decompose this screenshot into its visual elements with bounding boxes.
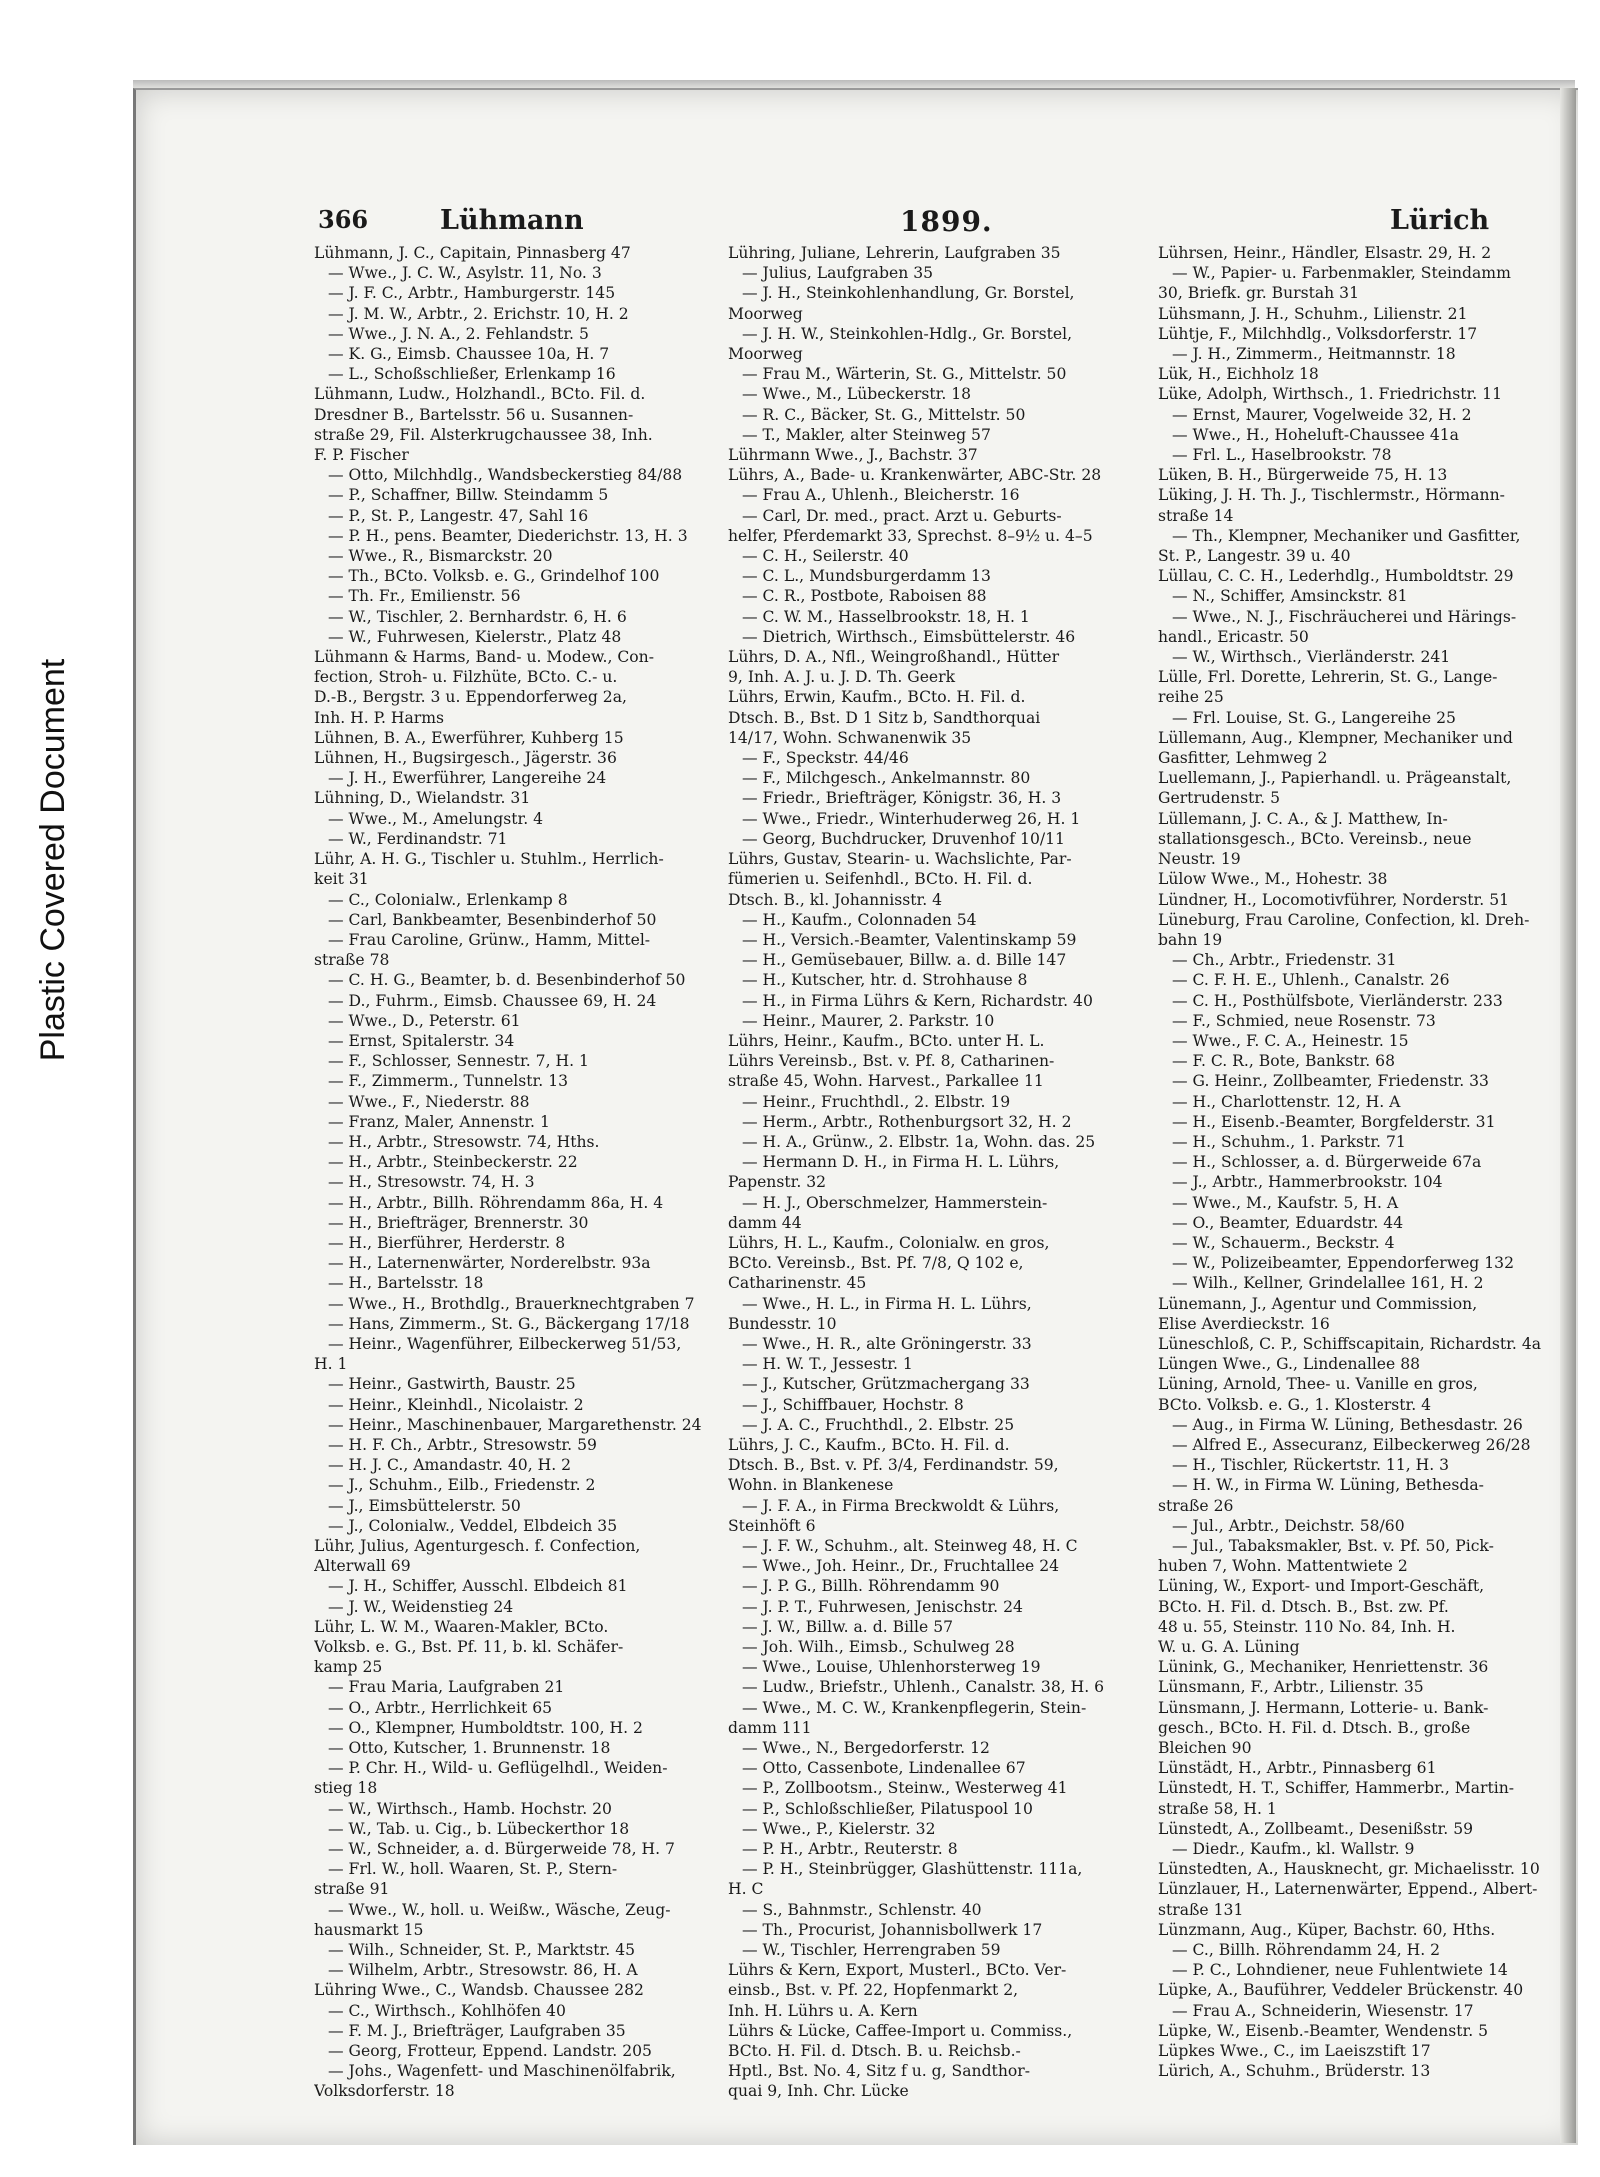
directory-entry-line: BCto. H. Fil. d. Dtsch. B. u. Reichsb.- [728,2042,1021,2061]
directory-entry-line: 9, Inh. A. J. u. J. D. Th. Geerk [728,668,956,687]
directory-entry-line: — H. W., in Firma W. Lüning, Bethesda- [1172,1476,1484,1495]
directory-entry-line: Inh. H. Lührs u. A. Kern [728,2001,918,2020]
directory-entry-line: — Otto, Cassenbote, Lindenallee 67 [742,1759,1026,1778]
directory-entry-line: — Diedr., Kaufm., kl. Wallstr. 9 [1172,1840,1415,1859]
directory-entry-line: quai 9, Inh. Chr. Lücke [728,2082,909,2101]
directory-entry-line: Lüngen Wwe., G., Lindenallee 88 [1158,1355,1421,1374]
directory-entry-line: — H., Bartelsstr. 18 [328,1274,484,1293]
directory-entry-line: — H., Bierführer, Herderstr. 8 [328,1233,566,1252]
directory-entry-line: Lünstedten, A., Hausknecht, gr. Michaelisstr. 10 [1158,1860,1540,1879]
directory-entry-line: — J. H. W., Steinkohlen-Hdlg., Gr. Borstel, [742,324,1073,343]
directory-entry-line: Lük, H., Eichholz 18 [1158,365,1319,384]
directory-entry-line: Lühnen, B. A., Ewerführer, Kuhberg 15 [314,728,624,747]
directory-entry-line: kamp 25 [314,1658,383,1677]
directory-entry-line: Alterwall 69 [314,1557,411,1576]
directory-entry-line: Lünstädt, H., Arbtr., Pinnasberg 61 [1158,1759,1437,1778]
directory-entry-line: Lüllemann, J. C. A., & J. Matthew, In- [1158,809,1448,828]
directory-entry-line: — J., Colonialw., Veddel, Elbdeich 35 [328,1516,618,1535]
directory-entry-line: — O., Beamter, Eduardstr. 44 [1172,1213,1404,1232]
directory-entry-line: Lüneburg, Frau Caroline, Confection, kl. Dreh- [1158,910,1530,929]
directory-entry-line: — R. C., Bäcker, St. G., Mittelstr. 50 [742,405,1026,424]
directory-entry-line: — Wwe., Joh. Heinr., Dr., Fruchtallee 24 [742,1557,1060,1576]
directory-entry-line: — Wwe., H. L., in Firma H. L. Lührs, [742,1294,1032,1313]
directory-entry-line: — H., Kaufm., Colonnaden 54 [742,910,977,929]
directory-entry-line: Volksb. e. G., Bst. Pf. 11, b. kl. Schäfer- [314,1638,624,1657]
directory-entry-line: — J. W., Billw. a. d. Bille 57 [742,1617,954,1636]
directory-entry-line: Lüning, Arnold, Thee- u. Vanille en gros, [1158,1375,1478,1394]
directory-entry-line: fümerien u. Seifenhdl., BCto. H. Fil. d. [728,870,1033,889]
directory-entry-line: — H., Schlosser, a. d. Bürgerweide 67a [1172,1153,1482,1172]
directory-entry-line: Gasfitter, Lehmweg 2 [1158,749,1328,768]
directory-entry-line: Bundesstr. 10 [728,1314,837,1333]
directory-entry-line: — G. Heinr., Zollbeamter, Friedenstr. 33 [1172,1072,1489,1091]
directory-entry-line: — Wwe., H., Hoheluft-Chaussee 41a [1172,425,1459,444]
directory-entry-line: — Georg, Frotteur, Eppend. Landstr. 205 [328,2042,652,2061]
directory-entry-line: Lündner, H., Locomotivführer, Norderstr. 51 [1158,890,1510,909]
directory-entry-line: — J., Eimsbüttelerstr. 50 [328,1496,521,1515]
directory-entry-line: — H., Eisenb.-Beamter, Borgfelderstr. 31 [1172,1112,1496,1131]
directory-entry-line: — H., Schuhm., 1. Parkstr. 71 [1172,1132,1406,1151]
directory-entry-line: Dresdner B., Bartelsstr. 56 u. Susannen- [314,405,634,424]
directory-entry-line: straße 45, Wohn. Harvest., Parkallee 11 [728,1072,1044,1091]
directory-entry-line: — H., Stresowstr. 74, H. 3 [328,1173,535,1192]
directory-entry-line: Elise Averdieckstr. 16 [1158,1314,1330,1333]
directory-entry-line: — Wwe., R., Bismarckstr. 20 [328,547,553,566]
directory-entry-line: Lühr, L. W. M., Waaren-Makler, BCto. [314,1617,609,1636]
directory-entry-line: — K. G., Eimsb. Chaussee 10a, H. 7 [328,345,610,364]
directory-entry-line: — H., Tischler, Rückertstr. 11, H. 3 [1172,1456,1450,1475]
directory-entry-line: keit 31 [314,870,369,889]
directory-entry-line: — Frau A., Schneiderin, Wiesenstr. 17 [1172,2001,1474,2020]
directory-entry-line: — H., Arbtr., Stresowstr. 74, Hths. [328,1132,600,1151]
page-number: 366 [318,205,369,234]
directory-entry-line: Lührs, Gustav, Stearin- u. Wachslichte, Par- [728,850,1072,869]
year-heading: 1899. [900,205,993,238]
directory-entry-line: Lüneschloß, C. P., Schiffscapitain, Richardstr. 4a [1158,1334,1542,1353]
directory-entry-line: straße 58, H. 1 [1158,1799,1277,1818]
directory-entry-line: — Hans, Zimmerm., St. G., Bäckergang 17/18 [328,1314,690,1333]
directory-entry-line: Lüke, Adolph, Wirthsch., 1. Friedrichstr. 11 [1158,385,1502,404]
directory-entry-line: — Wwe., M., Amelungstr. 4 [328,809,544,828]
directory-entry-line: — H. W. T., Jessestr. 1 [742,1355,913,1374]
directory-entry-line: — Wwe., H. R., alte Gröningerstr. 33 [742,1334,1032,1353]
directory-entry-line: bahn 19 [1158,930,1223,949]
directory-entry-line: Volksdorferstr. 18 [314,2082,455,2101]
page-header [300,205,1560,245]
directory-entry-line: — Jul., Tabaksmakler, Bst. v. Pf. 50, Pick- [1172,1537,1494,1555]
directory-entry-line: damm 111 [728,1718,812,1737]
directory-entry-line: Lünsmann, J. Hermann, Lotterie- u. Bank- [1158,1698,1489,1717]
left-running-head: Lühmann [440,205,584,236]
directory-entry-line: stallationsgesch., BCto. Vereinsb., neue [1158,829,1472,848]
directory-entry-line: — C. H., Posthülfsbote, Vierländerstr. 233 [1172,991,1503,1010]
directory-entry-line: — C., Billh. Röhrendamm 24, H. 2 [1172,1941,1441,1960]
directory-entry-line: — Franz, Maler, Annenstr. 1 [328,1112,550,1131]
directory-entry-line: — Heinr., Kleinhdl., Nicolaistr. 2 [328,1395,584,1414]
directory-entry-line: — H. J., Oberschmelzer, Hammerstein- [742,1193,1048,1212]
directory-entry-line: — Heinr., Maurer, 2. Parkstr. 10 [742,1011,995,1030]
directory-entry-line: Lührs, H. L., Kaufm., Colonialw. en gros, [728,1233,1050,1252]
directory-entry-line: — Ernst, Spitalerstr. 34 [328,1031,515,1050]
directory-entry-line: D.-B., Bergstr. 3 u. Eppendorferweg 2a, [314,688,627,707]
directory-entry-line: — Th., Klempner, Mechaniker und Gasfitter, [1172,526,1521,545]
directory-entry-line: — H., Versich.-Beamter, Valentinskamp 59 [742,930,1077,949]
directory-entry-line: straße 91 [314,1880,390,1899]
directory-entry-line: — O., Arbtr., Herrlichkeit 65 [328,1698,553,1717]
directory-entry-line: — H., Arbtr., Billh. Röhrendamm 86a, H. 4 [328,1193,664,1212]
directory-entry-line: — J., Schuhm., Eilb., Friedenstr. 2 [328,1476,596,1495]
directory-entry-line: St. P., Langestr. 39 u. 40 [1158,547,1351,566]
directory-entry-line: Dtsch. B., kl. Johannisstr. 4 [728,890,943,909]
directory-entry-line: — Th. Fr., Emilienstr. 56 [328,587,521,606]
directory-entry-line: — W., Papier- u. Farbenmakler, Steindamm [1172,264,1511,283]
directory-entry-line: Lüking, J. H. Th. J., Tischlermstr., Hörmann- [1158,486,1505,505]
directory-entry-line: Lühsmann, J. H., Schuhm., Lilienstr. 21 [1158,304,1468,323]
directory-entry-line: — Frau M., Wärterin, St. G., Mittelstr. 50 [742,365,1067,384]
directory-entry-line: — Frl. Louise, St. G., Langereihe 25 [1172,708,1456,727]
directory-entry-line: — L., Schoßschließer, Erlenkamp 16 [328,365,616,384]
directory-entry-line: — J., Kutscher, Grützmachergang 33 [742,1375,1030,1394]
directory-entry-line: stieg 18 [314,1779,378,1798]
directory-entry-line: fection, Stroh- u. Filzhüte, BCto. C.- u. [314,668,618,687]
directory-entry-line: handl., Ericastr. 50 [1158,627,1309,646]
directory-entry-line: Lührs, Erwin, Kaufm., BCto. H. Fil. d. [728,688,1026,707]
directory-entry-line: Lührs & Kern, Export, Musterl., BCto. Ver- [728,1961,1067,1980]
directory-entry-line: huben 7, Wohn. Mattentwiete 2 [1158,1557,1408,1576]
directory-entry-line: Lühmann, Ludw., Holzhandl., BCto. Fil. d. [314,385,646,404]
directory-entry-line: Lührs, A., Bade- u. Krankenwärter, ABC-Str. 28 [728,466,1102,485]
directory-entry-line: Bleichen 90 [1158,1739,1252,1758]
directory-entry-line: — Joh. Wilh., Eimsb., Schulweg 28 [742,1638,1015,1657]
directory-entry-line: helfer, Pferdemarkt 33, Sprechst. 8–9½ u. 4–5 [728,526,1093,545]
directory-entry-line: — Julius, Laufgraben 35 [742,264,934,283]
directory-entry-line: Gertrudenstr. 5 [1158,789,1281,808]
directory-entry-line: — W., Polizeibeamter, Eppendorferweg 132 [1172,1254,1514,1273]
directory-entry-line: Lührmann Wwe., J., Bachstr. 37 [728,446,978,465]
directory-entry-line: Lühring, Juliane, Lehrerin, Laufgraben 35 [728,244,1061,262]
directory-entry-line: — Wilh., Kellner, Grindelallee 161, H. 2 [1172,1274,1484,1293]
directory-entry-line: — Aug., in Firma W. Lüning, Bethesdastr. 26 [1172,1415,1523,1434]
directory-entry-line: — P. C., Lohndiener, neue Fuhlentwiete 14 [1172,1961,1508,1980]
directory-entry-line: — D., Fuhrm., Eimsb. Chaussee 69, H. 24 [328,991,657,1010]
directory-entry-line: Lüning, W., Export- und Import-Geschäft, [1158,1577,1485,1596]
directory-entry-line: — P., Schaffner, Billw. Steindamm 5 [328,486,609,505]
directory-entry-line: straße 78 [314,951,390,970]
directory-entry-line: — Frl. W., holl. Waaren, St. P., Stern- [328,1860,618,1879]
directory-entry-line: Lüken, B. H., Bürgerweide 75, H. 13 [1158,466,1448,485]
directory-entry-line: — H., Laternenwärter, Norderelbstr. 93a [328,1254,651,1273]
directory-entry-line: Neustr. 19 [1158,850,1241,869]
directory-entry-line: Lührs, Heinr., Kaufm., BCto. unter H. L. [728,1031,1045,1050]
directory-entry-line: Lührs & Lücke, Caffee-Import u. Commiss., [728,2021,1073,2040]
directory-entry-line: — Wwe., N. J., Fischräucherei und Härings- [1172,607,1517,626]
directory-entry-line: — W., Wirthsch., Hamb. Hochstr. 20 [328,1799,612,1818]
directory-entry-line: — Wwe., M., Lübeckerstr. 18 [742,385,972,404]
directory-entry-line: — Wwe., M. C. W., Krankenpflegerin, Stein- [742,1698,1087,1717]
directory-entry-line: — F., Schmied, neue Rosenstr. 73 [1172,1011,1436,1030]
directory-entry-line: — Wwe., J. C. W., Asylstr. 11, No. 3 [328,264,602,283]
directory-entry-line: — F. M. J., Briefträger, Laufgraben 35 [328,2021,626,2040]
directory-entry-line: — Th., BCto. Volksb. e. G., Grindelhof 100 [328,567,660,586]
directory-entry-line: — Wwe., N., Bergedorferstr. 12 [742,1739,990,1758]
directory-entry-line: Lünsmann, F., Arbtr., Lilienstr. 35 [1158,1678,1424,1697]
directory-entry-line: straße 26 [1158,1496,1234,1515]
directory-entry-line: — F., Speckstr. 44/46 [742,749,909,768]
directory-entry-line: — Th., Procurist, Johannisbollwerk 17 [742,1920,1043,1939]
directory-entry-line: — F., Zimmerm., Tunnelstr. 13 [328,1072,569,1091]
directory-entry-line: Lülle, Frl. Dorette, Lehrerin, St. G., Lange- [1158,668,1498,687]
directory-entry-line: — Otto, Milchhdlg., Wandsbeckerstieg 84/88 [328,466,683,485]
directory-entry-line: H. C [728,1880,764,1899]
directory-entry-line: Lünemann, J., Agentur und Commission, [1158,1294,1478,1313]
directory-entry-line: Lührs, J. C., Kaufm., BCto. H. Fil. d. [728,1435,1010,1454]
directory-entry-line: 14/17, Wohn. Schwanenwik 35 [728,728,972,747]
directory-entry-line: Lühmann & Harms, Band- u. Modew., Con- [314,648,654,667]
directory-entry-line: — W., Wirthsch., Vierländerstr. 241 [1172,648,1451,667]
directory-entry-line: — W., Ferdinandstr. 71 [328,829,508,848]
directory-entry-line: Lühr, A. H. G., Tischler u. Stuhlm., Herrlich- [314,850,664,869]
directory-entry-line: Dtsch. B., Bst. D 1 Sitz b, Sandthorquai [728,708,1041,727]
directory-entry-line: — Wwe., J. N. A., 2. Fehlandstr. 5 [328,324,589,343]
directory-entry-line: Lührsen, Heinr., Händler, Elsastr. 29, H. 2 [1158,244,1492,262]
directory-entry-line: — S., Bahnmstr., Schlenstr. 40 [742,1900,982,1919]
directory-entry-line: Steinhöft 6 [728,1516,816,1535]
directory-entry-line: — Wwe., P., Kielerstr. 32 [742,1819,936,1838]
directory-entry-line: straße 131 [1158,1900,1244,1919]
directory-entry-line: Lürich, A., Schuhm., Brüderstr. 13 [1158,2062,1431,2081]
directory-entry-line: — Carl, Bankbeamter, Besenbinderhof 50 [328,910,657,929]
directory-entry-line: — Hermann D. H., in Firma H. L. Lührs, [742,1153,1060,1172]
directory-entry-line: BCto. Vereinsb., Bst. Pf. 7/8, Q 102 e, [728,1254,1024,1273]
directory-entry-line: — Alfred E., Assecuranz, Eilbeckerweg 26/28 [1172,1435,1531,1454]
directory-entry-line: Lüllemann, Aug., Klempner, Mechaniker und [1158,728,1513,747]
directory-entry-line: Lühmann, J. C., Capitain, Pinnasberg 47 [314,244,631,262]
directory-entry-line: Lühning, D., Wielandstr. 31 [314,789,531,808]
directory-entry-line: — P., St. P., Langestr. 47, Sahl 16 [328,506,589,525]
directory-entry-line: — Heinr., Gastwirth, Baustr. 25 [328,1375,576,1394]
right-running-head: Lürich [1390,205,1490,236]
directory-entry-line: BCto. Volksb. e. G., 1. Klosterstr. 4 [1158,1395,1432,1414]
directory-entry-line: Dtsch. B., Bst. v. Pf. 3/4, Ferdinandstr. 59, [728,1456,1059,1475]
directory-entry-line: — J. P. T., Fuhrwesen, Jenischstr. 24 [742,1597,1023,1616]
directory-entry-line: — H., Briefträger, Brennerstr. 30 [328,1213,589,1232]
directory-entry-line: — Wwe., F., Niederstr. 88 [328,1092,530,1111]
directory-column-2 [728,243,1148,2102]
directory-entry-line: — F., Milchgesch., Ankelmannstr. 80 [742,769,1031,788]
directory-entry-line: — Georg, Buchdrucker, Druvenhof 10/11 [742,829,1065,848]
directory-entry-line: — Heinr., Wagenführer, Eilbeckerweg 51/53, [328,1334,682,1353]
directory-entry-line: — Johs., Wagenfett- und Maschinenölfabrik, [328,2062,676,2081]
directory-entry-line: — P., Zollbootsm., Steinw., Westerweg 41 [742,1779,1068,1798]
directory-entry-line: — C., Colonialw., Erlenkamp 8 [328,890,568,909]
directory-entry-line: — W., Tischler, 2. Bernhardstr. 6, H. 6 [328,607,627,626]
directory-entry-line: — H., Arbtr., Steinbeckerstr. 22 [328,1153,578,1172]
directory-entry-line: — C. R., Postbote, Raboisen 88 [742,587,987,606]
directory-entry-line: — J., Arbtr., Hammerbrookstr. 104 [1172,1173,1443,1192]
directory-entry-line: — J. A. C., Fruchthdl., 2. Elbstr. 25 [742,1415,1015,1434]
directory-entry-line: Inh. H. P. Harms [314,708,445,727]
directory-column-3 [1158,243,1563,2081]
directory-entry-line: — Herm., Arbtr., Rothenburgsort 32, H. 2 [742,1112,1072,1131]
directory-entry-line: — Ch., Arbtr., Friedenstr. 31 [1172,951,1397,970]
directory-entry-line: Lülow Wwe., M., Hohestr. 38 [1158,870,1388,889]
directory-entry-line: Lüpke, A., Bauführer, Veddeler Brückenstr. 40 [1158,1981,1524,2000]
directory-entry-line: Lührs, D. A., Nfl., Weingroßhandl., Hütter [728,648,1060,667]
directory-entry-line: — P., Schloßschließer, Pilatuspool 10 [742,1799,1033,1818]
directory-entry-line: — W., Schauerm., Beckstr. 4 [1172,1233,1395,1252]
directory-entry-line: — W., Fuhrwesen, Kielerstr., Platz 48 [328,627,622,646]
directory-entry-line: — Wwe., W., holl. u. Weißw., Wäsche, Zeug- [328,1900,671,1919]
directory-entry-line: — Friedr., Briefträger, Königstr. 36, H. 3 [742,789,1062,808]
directory-entry-line: Papenstr. 32 [728,1173,827,1192]
directory-entry-line: Catharinenstr. 45 [728,1274,867,1293]
directory-entry-line: — J. F. A., in Firma Breckwoldt & Lührs, [742,1496,1060,1515]
directory-entry-line: — O., Klempner, Humboldtstr. 100, H. 2 [328,1718,643,1737]
directory-entry-line: — Wwe., F. C. A., Heinestr. 15 [1172,1031,1409,1050]
directory-entry-line: — Wilh., Schneider, St. P., Marktstr. 45 [328,1941,636,1960]
directory-entry-line: Lührs Vereinsb., Bst. v. Pf. 8, Catharinen- [728,1052,1055,1071]
directory-column-1 [314,243,714,2102]
directory-entry-line: Lünstedt, H. T., Schiffer, Hammerbr., Martin- [1158,1779,1515,1798]
directory-entry-line: — H. J. C., Amandastr. 40, H. 2 [328,1456,572,1475]
directory-entry-line: gesch., BCto. H. Fil. d. Dtsch. B., große [1158,1718,1471,1737]
directory-entry-line: — Heinr., Maschinenbauer, Margarethenstr. 24 [328,1415,702,1434]
directory-entry-line: — C. L., Mundsburgerdamm 13 [742,567,991,586]
document-side-label: Plastic Covered Document [34,658,72,1062]
directory-entry-line: W. u. G. A. Lüning [1158,1638,1300,1657]
directory-entry-line: — F. C. R., Bote, Bankstr. 68 [1172,1052,1396,1071]
directory-entry-line: — Frau A., Uhlenh., Bleicherstr. 16 [742,486,1020,505]
directory-entry-line: — C. F. H. E., Uhlenh., Canalstr. 26 [1172,971,1450,990]
directory-entry-line: — Frau Caroline, Grünw., Hamm, Mittel- [328,930,651,949]
directory-entry-line: Lüpkes Wwe., C., im Laeiszstift 17 [1158,2042,1431,2061]
directory-entry-line: — J. F. C., Arbtr., Hamburgerstr. 145 [328,284,616,303]
directory-entry-line: — P. H., Steinbrügger, Glashüttenstr. 111a, [742,1860,1083,1879]
directory-entry-line: — Wwe., M., Kaufstr. 5, H. A [1172,1193,1399,1212]
directory-entry-line: — H., in Firma Lührs & Kern, Richardstr. 40 [742,991,1093,1010]
directory-entry-line: Luellemann, J., Papierhandl. u. Prägeanstalt, [1158,769,1512,788]
directory-entry-line: Lünink, G., Mechaniker, Henriettenstr. 36 [1158,1658,1489,1677]
directory-entry-line: hausmarkt 15 [314,1920,424,1939]
directory-entry-line: reihe 25 [1158,688,1224,707]
directory-entry-line: 48 u. 55, Steinstr. 110 No. 84, Inh. H. [1158,1617,1456,1636]
directory-entry-line: — Dietrich, Wirthsch., Eimsbüttelerstr. 46 [742,627,1076,646]
directory-entry-line: — Ludw., Briefstr., Uhlenh., Canalstr. 38, H. 6 [742,1678,1105,1697]
directory-entry-line: — J. H., Steinkohlenhandlung, Gr. Borstel, [742,284,1075,303]
directory-entry-line: — H., Charlottenstr. 12, H. A [1172,1092,1401,1111]
directory-entry-line: — J. H., Zimmerm., Heitmannstr. 18 [1172,345,1456,364]
directory-entry-line: — J., Schiffbauer, Hochstr. 8 [742,1395,964,1414]
directory-entry-line: F. P. Fischer [314,446,409,465]
directory-entry-line: — C., Wirthsch., Kohlhöfen 40 [328,2001,566,2020]
directory-entry-line: — C. H., Seilerstr. 40 [742,547,909,566]
directory-entry-line: — Carl, Dr. med., pract. Arzt u. Geburts- [742,506,1062,525]
directory-entry-line: — J. M. W., Arbtr., 2. Erichstr. 10, H. 2 [328,304,629,323]
directory-entry-line: — P. Chr. H., Wild- u. Geflügelhdl., Weiden- [328,1759,668,1778]
directory-entry-line: Lühring Wwe., C., Wandsb. Chaussee 282 [314,1981,644,2000]
directory-entry-line: Wohn. in Blankenese [728,1476,894,1495]
directory-entry-line: — W., Tischler, Herrengraben 59 [742,1941,1001,1960]
directory-entry-line: — J. P. G., Billh. Röhrendamm 90 [742,1577,1000,1596]
directory-entry-line: — H. A., Grünw., 2. Elbstr. 1a, Wohn. das. 25 [742,1132,1096,1151]
directory-entry-line: BCto. H. Fil. d. Dtsch. B., Bst. zw. Pf. [1158,1597,1449,1616]
directory-entry-line: — P. H., pens. Beamter, Diederichstr. 13, H. 3 [328,526,688,545]
directory-entry-line: 30, Briefk. gr. Burstah 31 [1158,284,1360,303]
directory-entry-line: Lühtje, F., Milchhdlg., Volksdorferstr. 17 [1158,324,1478,343]
directory-entry-line: — C. W. M., Hasselbrookstr. 18, H. 1 [742,607,1030,626]
directory-entry-line: Lünzlauer, H., Laternenwärter, Eppend., Albert- [1158,1880,1538,1899]
directory-entry-line: H. 1 [314,1355,348,1374]
directory-entry-line: — F., Schlosser, Sennestr. 7, H. 1 [328,1052,589,1071]
directory-entry-line: Lüpke, W., Eisenb.-Beamter, Wendenstr. 5 [1158,2021,1489,2040]
directory-entry-line: — H., Gemüsebauer, Billw. a. d. Bille 147 [742,951,1067,970]
directory-entry-line: — Otto, Kutscher, 1. Brunnenstr. 18 [328,1739,611,1758]
directory-entry-line: Lühr, Julius, Agenturgesch. f. Confection, [314,1537,641,1555]
directory-entry-line: — T., Makler, alter Steinweg 57 [742,425,991,444]
directory-entry-line: — Wwe., H., Brothdlg., Brauerknechtgraben 7 [328,1294,695,1313]
directory-entry-line: — H., Kutscher, htr. d. Strohhause 8 [742,971,1028,990]
directory-entry-line: Hptl., Bst. No. 4, Sitz f u. g, Sandthor- [728,2062,1030,2081]
directory-entry-line: — J. W., Weidenstieg 24 [328,1597,514,1616]
directory-entry-line: — N., Schiffer, Amsinckstr. 81 [1172,587,1408,606]
directory-entry-line: — Wwe., Friedr., Winterhuderweg 26, H. 1 [742,809,1081,828]
directory-entry-line: — Wwe., Louise, Uhlenhorsterweg 19 [742,1658,1041,1677]
directory-entry-line: — P. H., Arbtr., Reuterstr. 8 [742,1840,958,1859]
directory-entry-line: Moorweg [728,345,803,364]
directory-entry-line: straße 14 [1158,506,1234,525]
directory-entry-line: — Jul., Arbtr., Deichstr. 58/60 [1172,1516,1405,1535]
directory-entry-line: einsb., Bst. v. Pf. 22, Hopfenmarkt 2, [728,1981,1019,2000]
directory-entry-line: — Wilhelm, Arbtr., Stresowstr. 86, H. A [328,1961,638,1980]
directory-entry-line: Lünstedt, A., Zollbeamt., Desenißstr. 59 [1158,1819,1474,1838]
directory-entry-line: — Heinr., Fruchthdl., 2. Elbstr. 19 [742,1092,1011,1111]
directory-entry-line: Moorweg [728,304,803,323]
directory-entry-line: — H. F. Ch., Arbtr., Stresowstr. 59 [328,1435,597,1454]
directory-entry-line: — Ernst, Maurer, Vogelweide 32, H. 2 [1172,405,1472,424]
directory-entry-line: — Frl. L., Haselbrookstr. 78 [1172,446,1392,465]
directory-entry-line: — Wwe., D., Peterstr. 61 [328,1011,521,1030]
directory-entry-line: damm 44 [728,1213,802,1232]
directory-entry-line: Lüllau, C. C. H., Lederhdlg., Humboldtstr. 29 [1158,567,1514,586]
directory-entry-line: — W., Schneider, a. d. Bürgerweide 78, H. 7 [328,1840,675,1859]
directory-entry-line: straße 29, Fil. Alsterkrugchaussee 38, Inh. [314,425,653,444]
directory-entry-line: — J. H., Ewerführer, Langereihe 24 [328,769,607,788]
directory-entry-line: Lünzmann, Aug., Küper, Bachstr. 60, Hths. [1158,1920,1496,1939]
directory-entry-line: — Frau Maria, Laufgraben 21 [328,1678,565,1697]
directory-entry-line: — J. F. W., Schuhm., alt. Steinweg 48, H. C [742,1537,1078,1555]
directory-entry-line: Lühnen, H., Bugsirgesch., Jägerstr. 36 [314,749,617,768]
directory-entry-line: — C. H. G., Beamter, b. d. Besenbinderhof 50 [328,971,686,990]
directory-entry-line: — J. H., Schiffer, Ausschl. Elbdeich 81 [328,1577,628,1596]
directory-entry-line: — W., Tab. u. Cig., b. Lübeckerthor 18 [328,1819,630,1838]
